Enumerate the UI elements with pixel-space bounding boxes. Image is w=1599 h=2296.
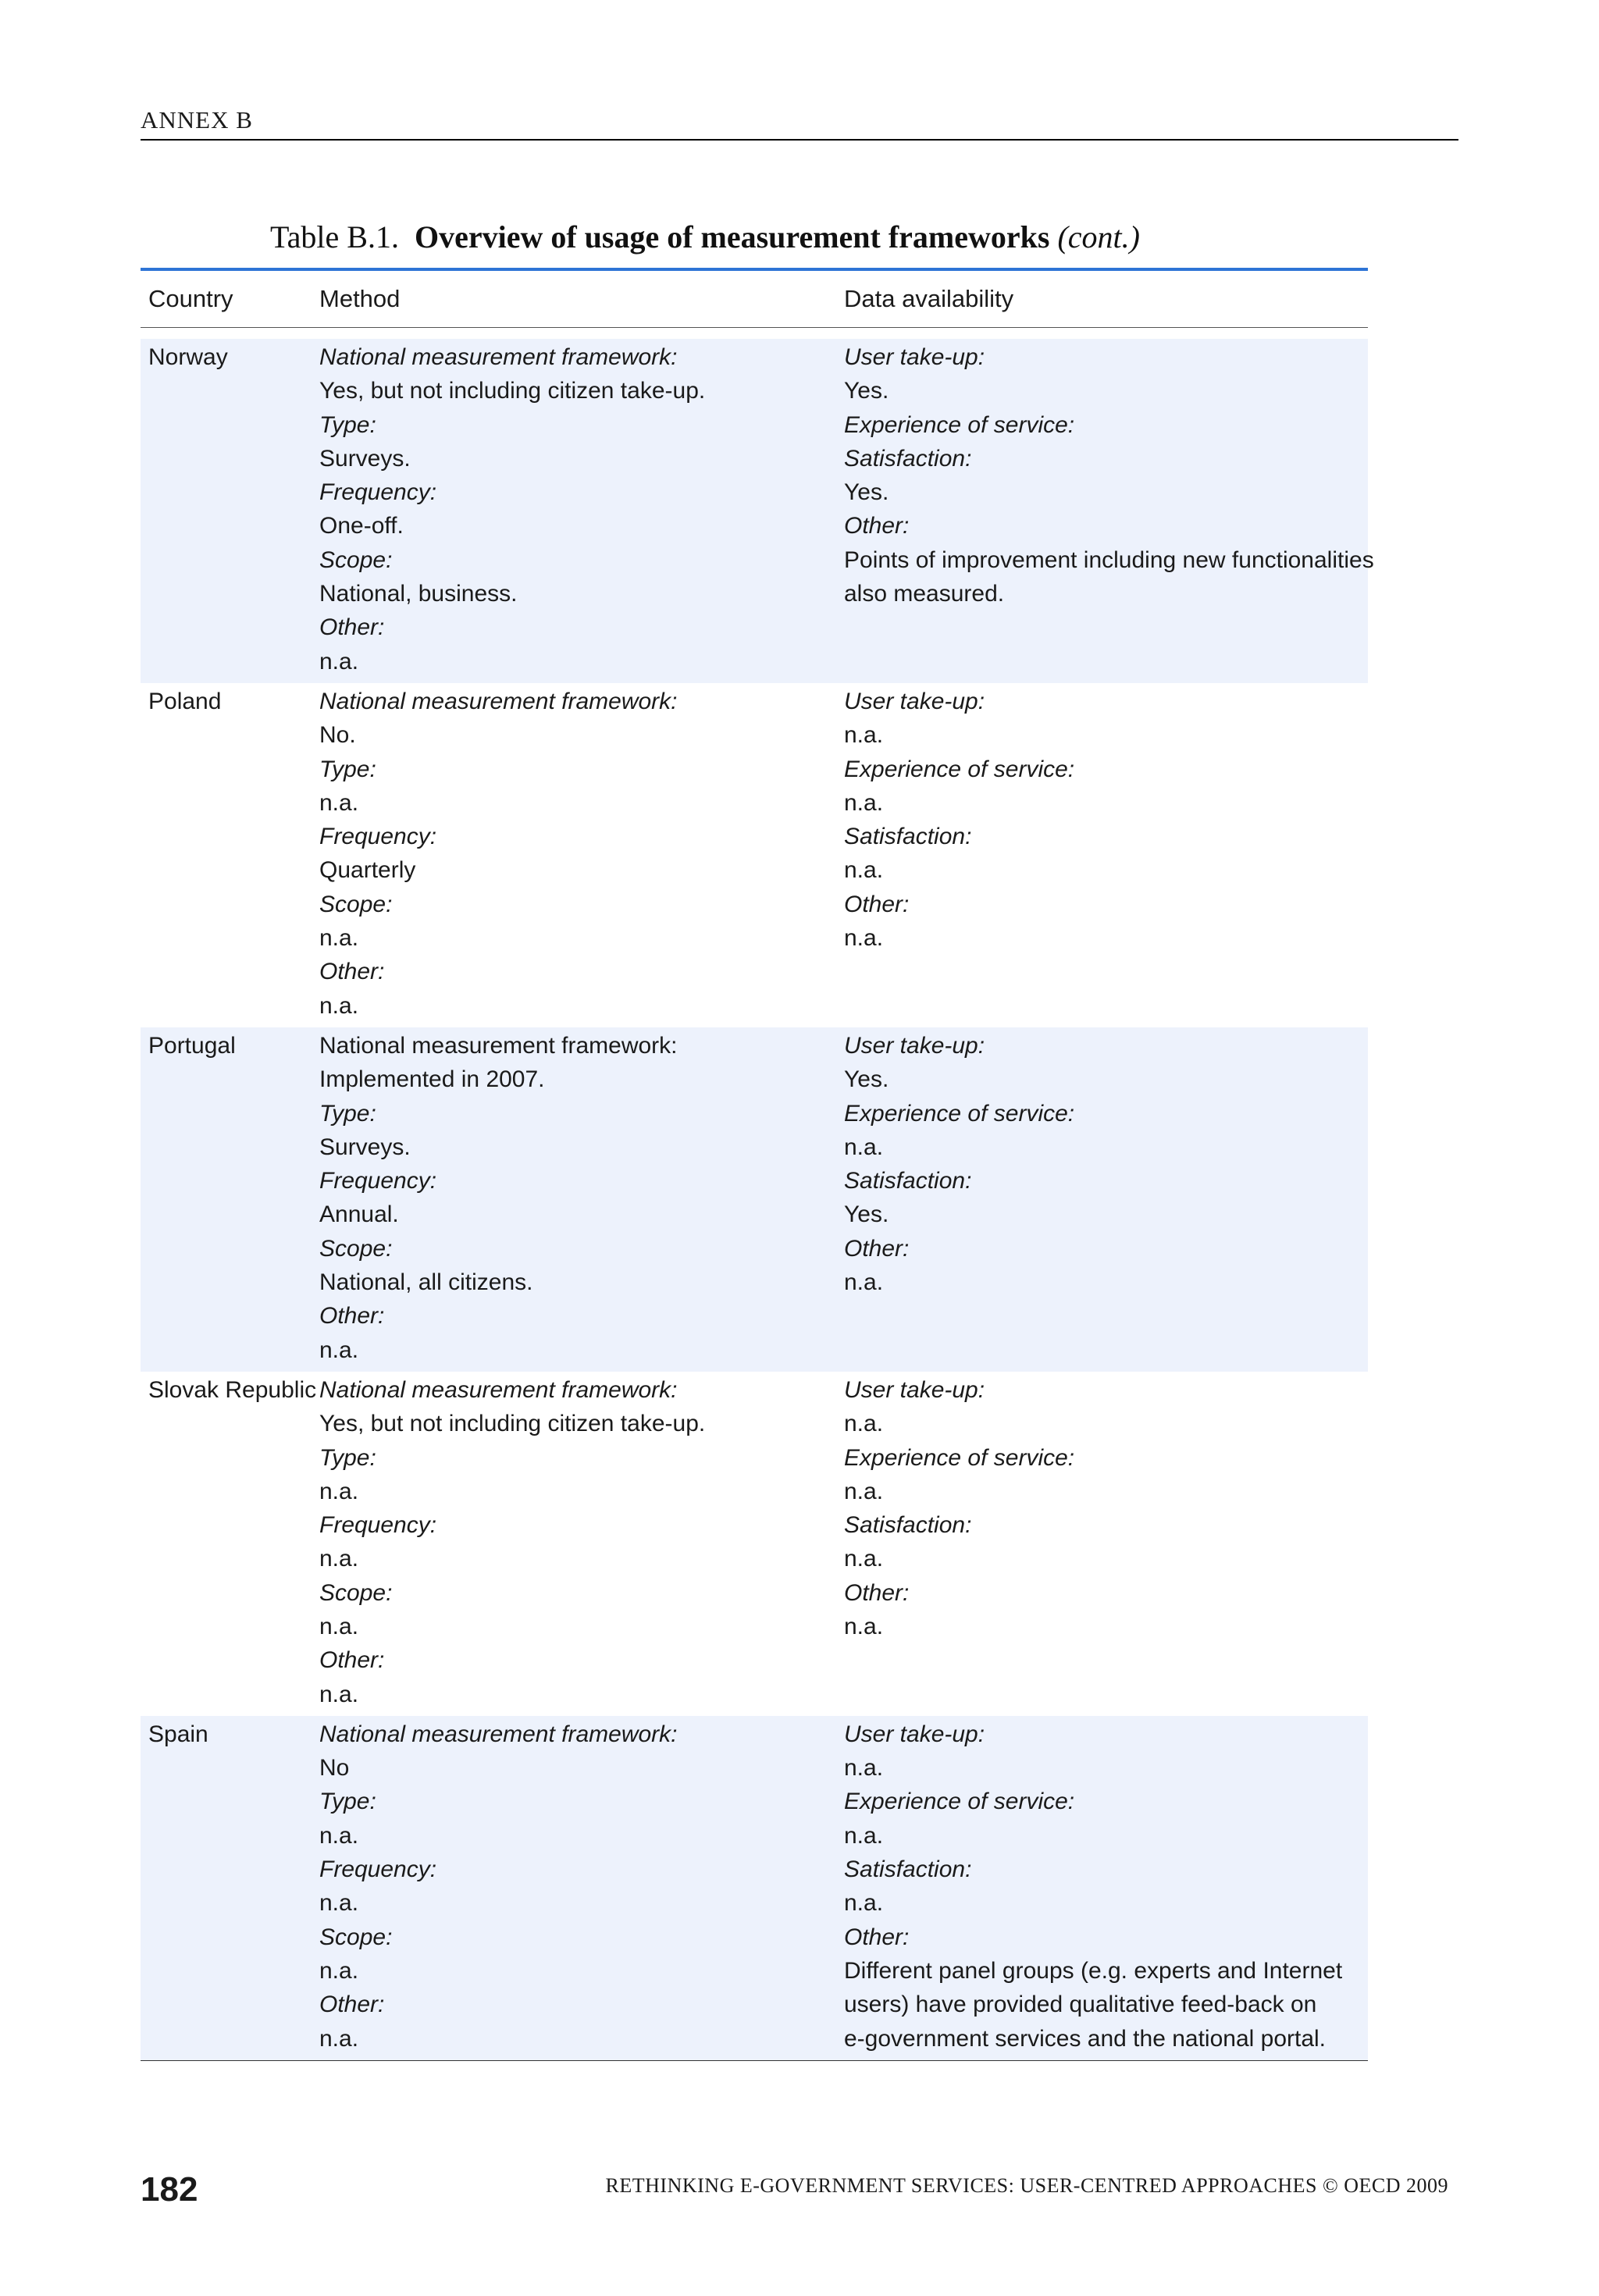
method-label: National measurement framework: bbox=[319, 1376, 678, 1403]
method-label: Type: bbox=[319, 1100, 376, 1127]
method-value: n.a. bbox=[319, 1681, 359, 1707]
method-value: n.a. bbox=[319, 1546, 359, 1572]
method-cell bbox=[319, 339, 844, 683]
data-label: Other: bbox=[844, 1235, 910, 1262]
data-cell bbox=[844, 1372, 1368, 1716]
method-value: n.a. bbox=[319, 1890, 359, 1917]
data-value: Yes. bbox=[844, 378, 889, 404]
method-value: Yes, but not including citizen take-up. bbox=[319, 378, 706, 404]
data-label: Experience of service: bbox=[844, 1789, 1075, 1815]
method-value: One-off. bbox=[319, 513, 404, 539]
data-value: n.a. bbox=[844, 1411, 884, 1437]
data-cell bbox=[844, 1716, 1368, 2060]
country-cell bbox=[141, 1372, 319, 1716]
data-label: Satisfaction: bbox=[844, 445, 972, 472]
data-label: Satisfaction: bbox=[844, 1512, 972, 1539]
data-value: n.a. bbox=[844, 1822, 884, 1849]
method-label: Type: bbox=[319, 411, 376, 438]
running-head: ANNEX B bbox=[141, 106, 253, 133]
country-name: Portugal bbox=[148, 1032, 236, 1059]
column-header-method: Method bbox=[319, 285, 401, 312]
header-rule bbox=[141, 139, 1458, 141]
data-value: n.a. bbox=[844, 789, 884, 816]
data-value: Yes. bbox=[844, 1201, 889, 1228]
method-label: Type: bbox=[319, 1789, 376, 1815]
data-value: n.a. bbox=[844, 1478, 884, 1504]
country-name: Slovak Republic bbox=[148, 1376, 317, 1403]
method-label: Other: bbox=[319, 1992, 385, 2018]
measurement-frameworks-table bbox=[141, 268, 1374, 2061]
table-bottom-rule bbox=[141, 2060, 1368, 2061]
method-label: Other: bbox=[319, 1303, 385, 1330]
method-value: Annual. bbox=[319, 1201, 399, 1228]
method-label: Scope: bbox=[319, 546, 393, 573]
method-value: No bbox=[319, 1755, 350, 1782]
method-value: n.a. bbox=[319, 2025, 359, 2052]
method-label: Scope: bbox=[319, 1579, 393, 1606]
table-row bbox=[141, 683, 1368, 1027]
data-value: n.a. bbox=[844, 925, 884, 952]
data-label: Experience of service: bbox=[844, 411, 1075, 438]
method-cell bbox=[319, 1027, 844, 1372]
caption-title: Overview of usage of measurement frameworks bbox=[414, 219, 1050, 255]
method-label: Type: bbox=[319, 756, 376, 782]
method-value: Surveys. bbox=[319, 445, 411, 472]
method-label: Frequency: bbox=[319, 1168, 437, 1194]
data-value: Yes. bbox=[844, 479, 889, 506]
page-number: 182 bbox=[141, 2170, 198, 2209]
data-value: n.a. bbox=[844, 1269, 884, 1296]
table-caption bbox=[270, 219, 1140, 255]
data-label: Other: bbox=[844, 513, 910, 539]
data-label: User take-up: bbox=[844, 1032, 985, 1059]
data-value: Different panel groups (e.g. experts and Internet bbox=[844, 1957, 1343, 1984]
country-cell bbox=[141, 339, 319, 683]
method-label: National measurement framework: bbox=[319, 344, 678, 370]
footer-text: RETHINKING E-GOVERNMENT SERVICES: USER-CENTRED APPROACHES © OECD 2009 bbox=[605, 2174, 1448, 2197]
data-label: User take-up: bbox=[844, 688, 985, 714]
method-label: Type: bbox=[319, 1444, 376, 1471]
caption-suffix: (cont.) bbox=[1057, 219, 1140, 255]
data-label: Other: bbox=[844, 891, 910, 917]
data-label: Experience of service: bbox=[844, 1444, 1075, 1471]
column-header-data-availability: Data availability bbox=[844, 285, 1014, 312]
method-value: n.a. bbox=[319, 1337, 359, 1363]
table-row bbox=[141, 339, 1374, 683]
method-cell bbox=[319, 1372, 844, 1716]
table-row bbox=[141, 1027, 1368, 1372]
method-label: Frequency: bbox=[319, 1856, 437, 1883]
method-cell bbox=[319, 1716, 844, 2060]
data-label: Satisfaction: bbox=[844, 1168, 972, 1194]
method-value: Quarterly bbox=[319, 857, 416, 884]
data-value: e-government services and the national portal. bbox=[844, 2025, 1327, 2052]
method-value: n.a. bbox=[319, 925, 359, 952]
data-value: n.a. bbox=[844, 857, 884, 884]
method-label: Frequency: bbox=[319, 824, 437, 850]
data-label: Experience of service: bbox=[844, 1100, 1075, 1127]
data-value: Points of improvement including new functionalities bbox=[844, 546, 1374, 573]
data-cell bbox=[844, 339, 1374, 683]
data-label: Other: bbox=[844, 1924, 910, 1950]
data-value: users) have provided qualitative feed-back on bbox=[844, 1992, 1317, 2018]
method-label: Scope: bbox=[319, 1924, 393, 1950]
country-name: Poland bbox=[148, 688, 222, 714]
data-value: n.a. bbox=[844, 1755, 884, 1782]
method-value: n.a. bbox=[319, 1957, 359, 1984]
method-value: National, business. bbox=[319, 581, 518, 607]
data-label: Other: bbox=[844, 1579, 910, 1606]
caption-prefix: Table B.1. bbox=[270, 219, 399, 255]
data-label: Experience of service: bbox=[844, 756, 1075, 782]
table-row bbox=[141, 1372, 1368, 1716]
column-header-country: Country bbox=[148, 285, 233, 312]
method-value: n.a. bbox=[319, 992, 359, 1019]
data-label: User take-up: bbox=[844, 1721, 985, 1747]
country-cell bbox=[141, 1716, 319, 2060]
method-value: n.a. bbox=[319, 1613, 359, 1639]
method-value: Implemented in 2007. bbox=[319, 1066, 545, 1093]
method-value: Surveys. bbox=[319, 1134, 411, 1160]
method-label: Scope: bbox=[319, 891, 393, 917]
country-name: Norway bbox=[148, 344, 228, 370]
data-cell bbox=[844, 683, 1368, 1027]
country-cell bbox=[141, 1027, 319, 1372]
data-value: n.a. bbox=[844, 1613, 884, 1639]
method-label: Scope: bbox=[319, 1235, 393, 1262]
method-label: National measurement framework: bbox=[319, 688, 678, 714]
data-value: n.a. bbox=[844, 1134, 884, 1160]
country-name: Spain bbox=[148, 1721, 208, 1747]
method-value: n.a. bbox=[319, 648, 359, 675]
data-value: n.a. bbox=[844, 1890, 884, 1917]
method-label: Other: bbox=[319, 614, 385, 641]
method-cell bbox=[319, 683, 844, 1027]
method-value: n.a. bbox=[319, 1822, 359, 1849]
data-value: n.a. bbox=[844, 1546, 884, 1572]
method-label: Other: bbox=[319, 959, 385, 985]
data-value: n.a. bbox=[844, 722, 884, 749]
method-value: National, all citizens. bbox=[319, 1269, 533, 1296]
table-row bbox=[141, 1716, 1368, 2060]
country-cell bbox=[141, 683, 319, 1027]
data-label: User take-up: bbox=[844, 344, 985, 370]
method-label: Frequency: bbox=[319, 479, 437, 506]
method-label: Frequency: bbox=[319, 1512, 437, 1539]
method-label: National measurement framework: bbox=[319, 1032, 678, 1059]
data-cell bbox=[844, 1027, 1368, 1372]
data-label: Satisfaction: bbox=[844, 1856, 972, 1883]
method-label: Other: bbox=[319, 1647, 385, 1674]
method-value: Yes, but not including citizen take-up. bbox=[319, 1411, 706, 1437]
data-value: Yes. bbox=[844, 1066, 889, 1093]
header-spacer bbox=[141, 328, 1368, 339]
data-label: Satisfaction: bbox=[844, 824, 972, 850]
method-value: n.a. bbox=[319, 789, 359, 816]
data-label: User take-up: bbox=[844, 1376, 985, 1403]
method-value: n.a. bbox=[319, 1478, 359, 1504]
method-label: National measurement framework: bbox=[319, 1721, 678, 1747]
data-value: also measured. bbox=[844, 581, 1005, 607]
table-header-row bbox=[141, 271, 1368, 328]
method-value: No. bbox=[319, 722, 356, 749]
